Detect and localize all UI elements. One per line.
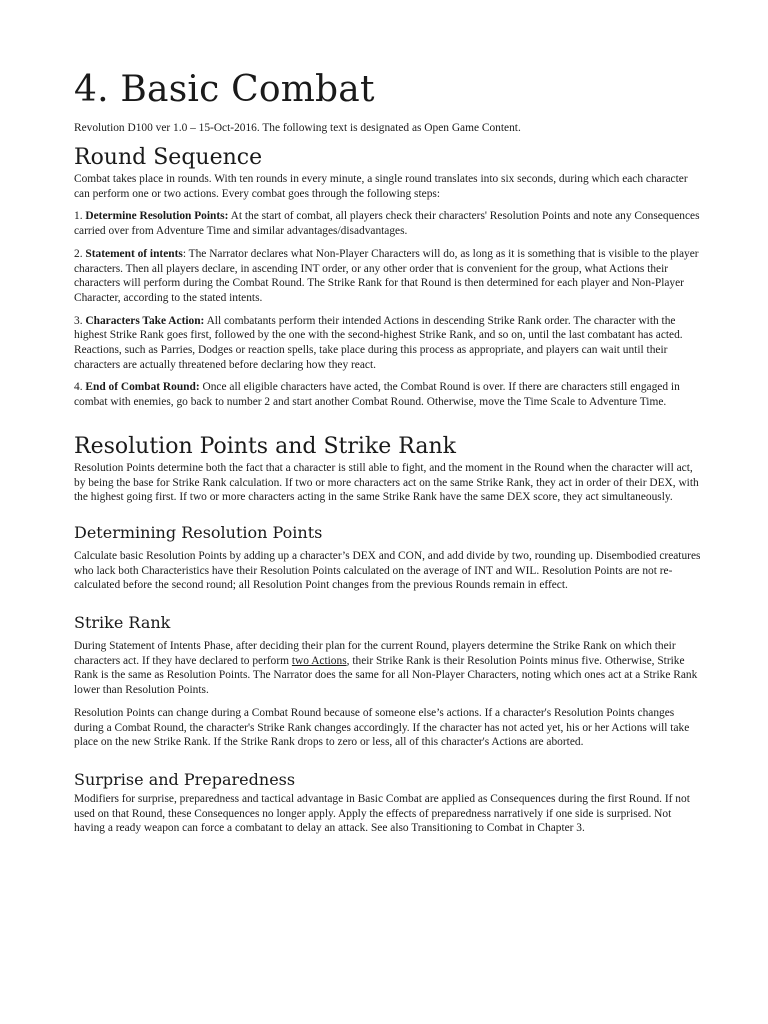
page-title: 4. Basic Combat (74, 69, 375, 110)
heading-round-sequence: Round Sequence (74, 145, 263, 170)
strike-rank-text-2: Resolution Points can change during a Combat Round because of someone else’s actions. If a character's Resolution Points changes during a Combat Round, the character's Strike Rank changes accordingly. If the character has not acted yet, his or her Actions will take place on the new Strike Rank. If the Strike Rank drops to zero or less, all of this character's Actions are aborted. (74, 706, 690, 749)
step-3-term: Characters Take Action: (85, 314, 205, 327)
step-4: 4. End of Combat Round: Once all eligible characters have acted, the Combat Round is over. If there are characters still engaged in combat with enemies, go back to number 2 and start another Combat Round. Otherwise, move the Time Scale to Adventure Time. (74, 381, 680, 409)
heading-resolution-points: Resolution Points and Strike Rank (74, 433, 456, 459)
heading-strike-rank: Strike Rank (74, 613, 171, 633)
version-note: Revolution D100 ver 1.0 – 15-Oct-2016. The following text is designated as Open Game Content. (74, 122, 521, 134)
heading-surprise-preparedness: Surprise and Preparedness (74, 769, 296, 789)
resolution-text: Resolution Points determine both the fact that a character is still able to fight, and the moment in the Round when the character will act, by being the base for Strike Rank calculation. If two or more characters act on the same Strike Rank, they act in order of their DEX, with the highest going first. If two or more characters acting in the same Strike Rank have the same DEX score, they act simultaneously. (74, 461, 699, 504)
heading-determining-resolution-points: Determining Resolution Points (74, 522, 323, 542)
step-3: 3. Characters Take Action: All combatants perform their intended Actions in descending Strike Rank order. The character with the highest Strike Rank goes first, followed by the one with the second-highest Strike Rank, and so on, until the last combatant has acted. Reactions, such as Parries, Dodges or reaction spells, take place during this process as appropriate, and players can wait until their characters are actually threatened before declaring how they react. (74, 314, 683, 371)
step-1: 1. Determine Resolution Points: At the start of combat, all players check their characters' Resolution Points and note any Consequences carried over from Adventure Time and similar advantages/disadvantages. (74, 210, 700, 238)
determining-text: Calculate basic Resolution Points by adding up a character’s DEX and CON, and add divide by two, rounding up. Disembodied creatures who lack both Characteristics have their Resolution Points calculated on the average of INT and WIL. Resolution Points are not re-calculated before the second round; all Resolution Point changes from the previous Rounds remain in effect. (74, 549, 701, 592)
two-actions-link[interactable]: two Actions (291, 654, 347, 667)
step-2-term: Statement of intents (85, 247, 183, 260)
surprise-text: Modifiers for surprise, preparedness and tactical advantage in Basic Combat are applied as Consequences during the first Round. If not used on that Round, these Consequences no longer apply. Apply the effects of preparedness narratively if one side is surprised. Not having a ready weapon can force a combatant to delay an attack. See also Transitioning to Combat in Chapter 3. (74, 792, 690, 835)
step-4-term: End of Combat Round: (85, 381, 200, 394)
step-2: 2. Statement of intents: The Narrator declares what Non-Player Characters will do, as long as it is something that is visible to the player characters. Then all players declare, in ascending INT order, or any other order that is convenient for the group, what Actions their characters will perform during the Combat Round. The Strike Rank for that Round is then determined for each player and Non-Player Character, according to the stated intents. (74, 247, 699, 304)
strike-rank-text-1: During Statement of Intents Phase, after deciding their plan for the current Round, players determine the Strike Rank on which their characters act. If they have declared to perform two Actions, their Strike Rank is their Resolution Points minus five. Otherwise, Strike Rank is the same as Resolution Points. The Narrator does the same for all Non-Player Characters, noting which ones act at a Strike Rank lower than Resolution Points. (74, 640, 698, 697)
step-1-term: Determine Resolution Points: (85, 210, 229, 223)
round-sequence-intro: Combat takes place in rounds. With ten rounds in every minute, a single round translates into six seconds, during which each character can perform one or two actions. Every combat goes through the following steps: (74, 173, 688, 200)
document-page (74, 62, 704, 836)
